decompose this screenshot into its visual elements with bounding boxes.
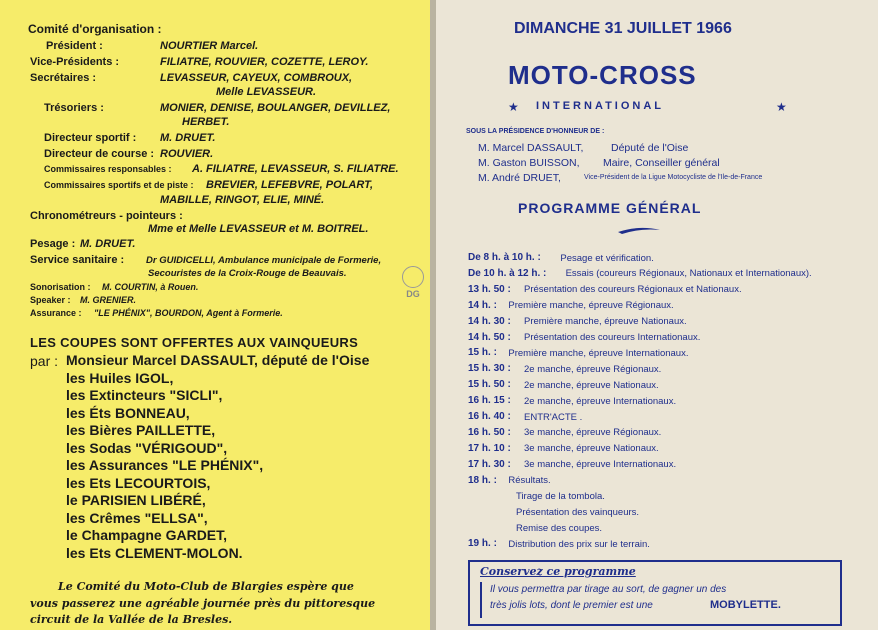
collection-stamp xyxy=(398,266,428,300)
schedule-event: 3e manche, épreuve Nationaux. xyxy=(524,443,659,455)
closing-line: Le Comité du Moto-Club de Blargies espère que xyxy=(58,580,354,593)
swoosh-ornament-icon xyxy=(616,224,662,236)
honor-name: M. André DRUET, xyxy=(478,172,561,184)
schedule-time: 16 h. 40 : xyxy=(468,411,511,422)
speaker-value: M. GRENIER. xyxy=(80,295,137,305)
schedule-event: Distribution des prix sur le terrain. xyxy=(508,538,650,550)
schedule-time: 17 h. 10 : xyxy=(468,442,511,454)
schedule-time: 17 h. 30 : xyxy=(468,458,511,470)
schedule-event: Présentation des coureurs Régionaux et Nationaux. xyxy=(524,284,742,296)
pesage-label: Pesage : xyxy=(30,238,76,250)
cup-sponsor: les Huiles IGOL, xyxy=(66,369,174,386)
schedule-time: 18 h. : xyxy=(468,474,497,486)
speaker-label: Speaker : xyxy=(30,295,71,305)
box-highlight: MOBYLETTE. xyxy=(710,599,781,611)
cup-sponsor: le Champagne GARDET, xyxy=(66,527,228,543)
presidence-label: SOUS LA PRÉSIDENCE D'HONNEUR DE : xyxy=(466,128,605,135)
schedule-time: De 10 h. à 12 h. : xyxy=(468,267,547,279)
schedule-event: Résultats. xyxy=(508,475,551,487)
row-label: Commissaires responsables : xyxy=(44,164,172,174)
honor-role: Vice-Président de la Ligue Motocycliste de l'Ile-de-France xyxy=(584,174,763,181)
schedule-time: 19 h. : xyxy=(468,538,497,550)
row-value: A. FILIATRE, LEVASSEUR, S. FILIATRE. xyxy=(192,163,399,175)
schedule-event: Présentation des vainqueurs. xyxy=(516,506,640,518)
schedule-time: 13 h. 50 : xyxy=(468,283,511,295)
assurance-label: Assurance : xyxy=(30,308,82,318)
schedule-event: Première manche, épreuve Nationaux. xyxy=(524,316,687,328)
row-label: Président : xyxy=(46,40,103,52)
row-label: Directeur de course : xyxy=(44,148,155,160)
cup-sponsor: les Crêmes "ELLSA", xyxy=(66,509,208,526)
star-right-icon: ★ xyxy=(776,100,787,114)
cups-par: par : xyxy=(30,353,59,369)
cup-sponsor: les Sodas "VÉRIGOUD", xyxy=(66,439,228,456)
sanitaire-value: Secouristes de la Croix-Rouge de Beauvais. xyxy=(148,268,347,279)
schedule-time: 15 h. 50 : xyxy=(468,379,511,391)
sono-label: Sonorisation : xyxy=(30,282,91,292)
honor-role: Maire, Conseiller général xyxy=(603,157,720,169)
schedule-time: 16 h. 15 : xyxy=(468,395,511,407)
schedule-event: Remise des coupes. xyxy=(516,522,603,534)
event-title: MOTO-CROSS xyxy=(508,60,697,90)
cup-sponsor: les Ets LECOURTOIS, xyxy=(66,474,211,491)
cup-sponsor: les Éts BONNEAU, xyxy=(66,404,190,421)
row-value: BREVIER, LEFEBVRE, POLART, xyxy=(206,179,374,191)
chrono-value: Mme et Melle LEVASSEUR et M. BOITREL. xyxy=(148,223,369,235)
schedule-event: ENTR'ACTE . xyxy=(524,411,583,423)
cup-sponsor: les Assurances "LE PHÉNIX", xyxy=(66,457,264,473)
cup-sponsor: Monsieur Marcel DASSAULT, député de l'Oise xyxy=(66,352,370,368)
row-label: Commissaires sportifs et de piste : xyxy=(44,180,194,190)
closing-line: vous passerez une agréable journée près du pittoresque xyxy=(30,597,376,610)
schedule-event: 2e manche, épreuve Nationaux. xyxy=(524,379,659,391)
row-value: HERBET. xyxy=(182,116,230,128)
schedule-event: Présentation des coureurs Internationaux. xyxy=(524,332,701,343)
stamp-circle-icon xyxy=(402,266,424,288)
star-left-icon: ★ xyxy=(508,100,519,114)
cup-sponsor: les Extincteurs "SICLI", xyxy=(66,387,223,403)
schedule-event: Première manche, épreuve Internationaux. xyxy=(508,347,689,359)
row-label: Directeur sportif : xyxy=(44,132,137,144)
schedule-event: Pesage et vérification. xyxy=(560,252,654,264)
schedule-event: Première manche, épreuve Régionaux. xyxy=(508,300,674,312)
row-value: Melle LEVASSEUR. xyxy=(216,86,317,98)
schedule-time: 14 h. : xyxy=(468,299,497,311)
honor-name: M. Gaston BUISSON, xyxy=(478,157,580,169)
committee-title: Comité d'organisation : xyxy=(28,22,162,36)
cup-sponsor: le PARISIEN LIBÉRÉ, xyxy=(66,492,206,508)
row-label: Trésoriers : xyxy=(44,102,104,114)
schedule-event: 2e manche, épreuve Internationaux. xyxy=(524,395,677,407)
row-value: LEVASSEUR, CAYEUX, COMBROUX, xyxy=(160,72,353,84)
schedule-time: De 8 h. à 10 h. : xyxy=(468,252,541,263)
cup-sponsor: les Bières PAILLETTE, xyxy=(66,422,216,438)
sanitaire-label: Service sanitaire : xyxy=(30,254,125,266)
stamp-text: DG xyxy=(406,289,420,299)
row-value: FILIATRE, ROUVIER, COZETTE, LEROY. xyxy=(160,56,369,68)
box-title: Conservez ce programme xyxy=(480,565,636,578)
schedule-event: Essais (coureurs Régionaux, Nationaux et Internationaux). xyxy=(565,268,812,280)
cup-sponsor: les Ets CLEMENT-MOLON. xyxy=(66,544,243,561)
schedule-time: 16 h. 50 : xyxy=(468,426,511,438)
row-value: M. DRUET. xyxy=(160,132,216,144)
schedule-time: 15 h. : xyxy=(468,347,497,359)
schedule-event: 3e manche, épreuve Internationaux. xyxy=(524,459,677,471)
chrono-label: Chronométreurs - pointeurs : xyxy=(30,210,183,222)
left-page xyxy=(0,0,430,630)
row-value: MABILLE, RINGOT, ELIE, MINÉ. xyxy=(160,194,325,206)
right-page xyxy=(436,0,878,630)
box-inner xyxy=(480,582,832,618)
row-value: MONIER, DENISE, BOULANGER, DEVILLEZ, xyxy=(160,102,391,114)
schedule-time: 14 h. 30 : xyxy=(468,315,511,327)
schedule-event: Tirage de la tombola. xyxy=(516,491,605,502)
row-value: ROUVIER. xyxy=(160,148,214,160)
cups-title: LES COUPES SONT OFFERTES AUX VAINQUEURS xyxy=(30,335,359,350)
pesage-value: M. DRUET. xyxy=(80,238,136,250)
closing-line: circuit de la Vallée de la Bresles. xyxy=(30,613,233,626)
programme-title: PROGRAMME GÉNÉRAL xyxy=(518,200,702,216)
schedule-event: 2e manche, épreuve Régionaux. xyxy=(524,363,662,375)
box-line: très jolis lots, dont le premier est une xyxy=(490,600,653,611)
honor-role: Député de l'Oise xyxy=(611,142,689,154)
row-value: NOURTIER Marcel. xyxy=(160,40,259,52)
schedule-time: 15 h. 30 : xyxy=(468,363,511,375)
assurance-value: "LE PHÉNIX", BOURDON, Agent à Formerie. xyxy=(94,308,283,318)
box-line: Il vous permettra par tirage au sort, de gagner un des xyxy=(490,584,727,595)
honor-name: M. Marcel DASSAULT, xyxy=(478,142,584,154)
schedule-event: 3e manche, épreuve Régionaux. xyxy=(524,427,662,439)
sanitaire-value: Dr GUIDICELLI, Ambulance municipale de Formerie, xyxy=(146,255,382,266)
event-date: DIMANCHE 31 JUILLET 1966 xyxy=(514,20,732,37)
sono-value: M. COURTIN, à Rouen. xyxy=(102,282,199,292)
row-label: Secrétaires : xyxy=(30,72,97,84)
event-subtitle: INTERNATIONAL xyxy=(536,100,665,112)
row-label: Vice-Présidents : xyxy=(30,56,120,68)
schedule-time: 14 h. 50 : xyxy=(468,331,511,343)
lottery-box xyxy=(468,560,842,626)
